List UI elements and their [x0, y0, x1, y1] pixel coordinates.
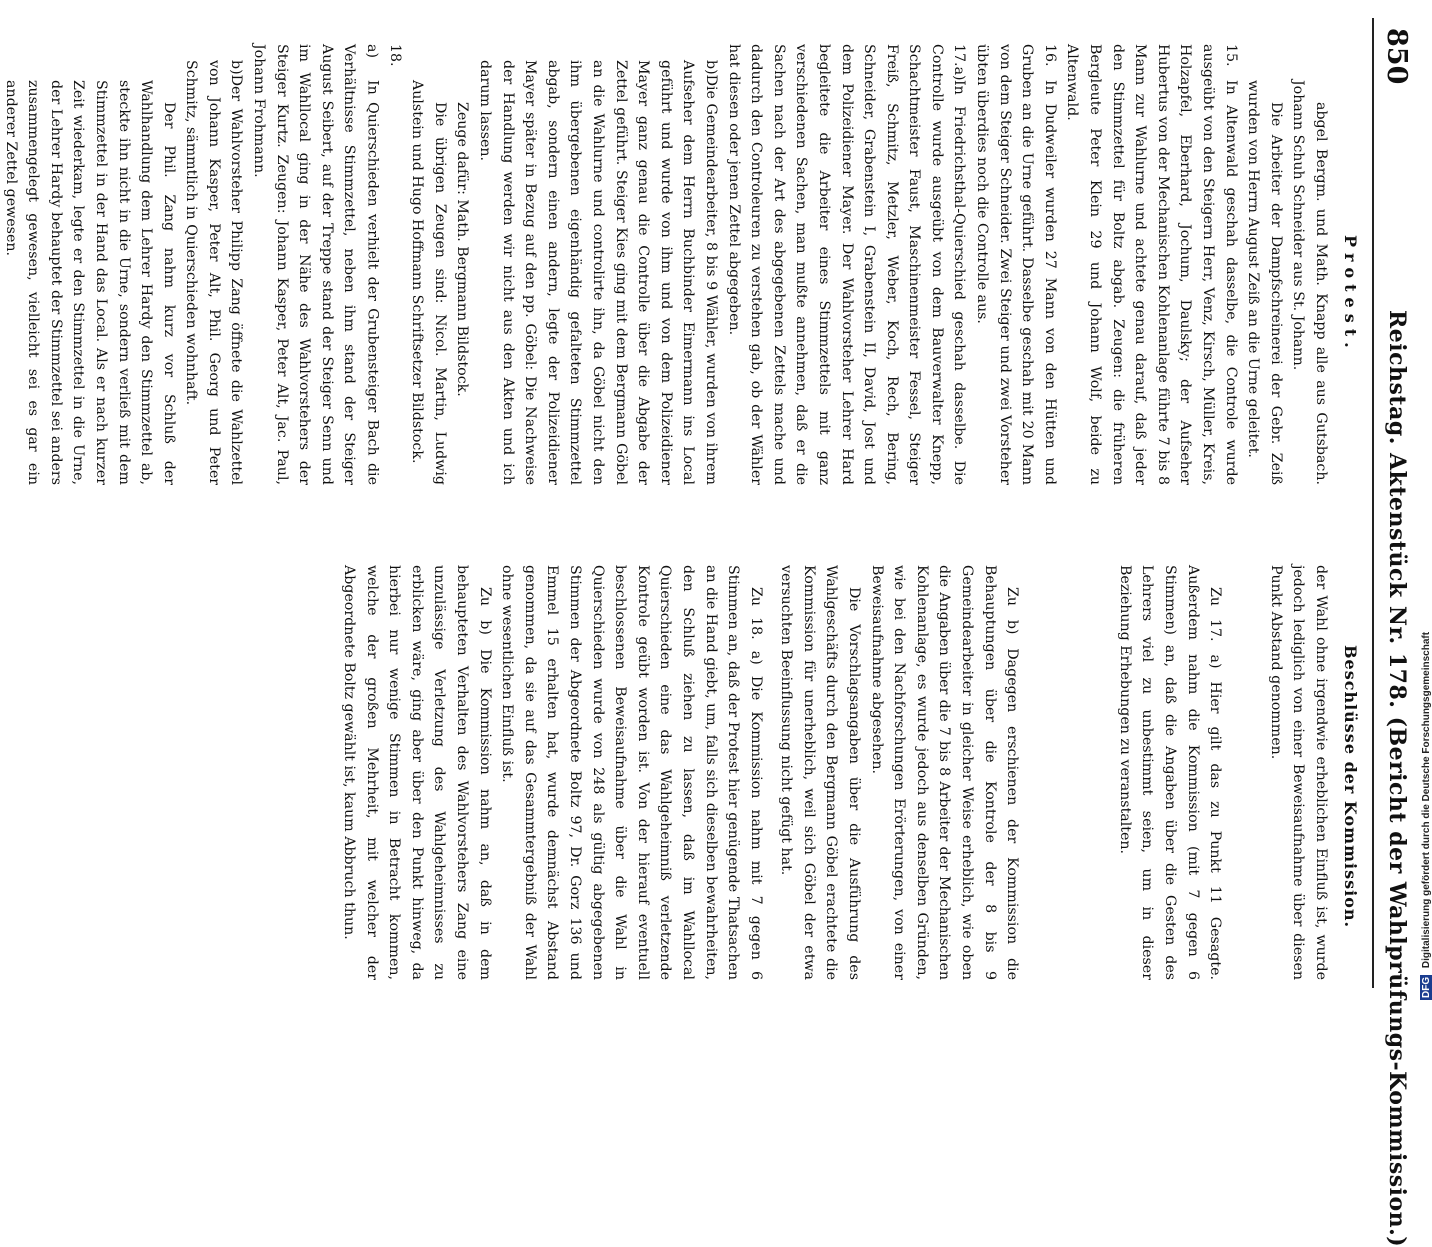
protest-paragraph — [0, 80, 180, 485]
paragraph-number: 17.a) — [951, 44, 968, 81]
paragraph-number: 16. — [1041, 44, 1058, 67]
paragraph-number: 18. a) — [364, 44, 403, 67]
decision-paragraph: Zu b) Die Kommission nahm an, daß in dem behaupteten Verhalten des Wahlvorstehers Zang eine unzulässige Verletzung des Wahlgeheimnisses zu erblicken wäre, ging aber über den Punkt hinweg, da hierbei nur wenige Stimmen in Betracht kommen, welche der großen Mehrheit, mit welcher der Abgeordnete Boltz gewählt ist, kaum Abbruch thun. — [341, 565, 493, 980]
paragraph-number: 15. — [1222, 44, 1239, 67]
protest-paragraph — [971, 44, 1061, 485]
paragraph-text: In Quierschieden verhielt der Grubensteiger Bach die Verhältnisse Stimmzettel, neben ihm stand der Steiger August Seibert, auf der Treppe stand der Steiger Senn und im Wahllocal ging in der Nähe des Wahlvorstehers der Steiger Kurtz. Zeugen: Johann Kasper, Peter Alt, Jac. Paul, Johann Frohmann. — [251, 44, 381, 485]
protest-paragraph — [1287, 80, 1332, 485]
paragraph-text: Der Wahlvorsteher Philipp Zang öffnete die Wahlzettel von Johann Kasper, Peter Alt, Phil. Georg und Peter Schmitz, sämmtlich in Quierschieden wohnhaft. — [183, 60, 245, 485]
dfg-logo: DFG — [1421, 976, 1432, 998]
header-rule — [1372, 18, 1374, 988]
digitization-credit — [1420, 400, 1432, 1000]
protest-paragraph — [248, 44, 406, 485]
paragraph-number: b) — [702, 60, 719, 75]
protest-paragraph — [1061, 44, 1242, 485]
protest-paragraph — [1242, 80, 1287, 485]
right-text-column — [337, 565, 1332, 980]
paragraph-text: In Altenwald geschah dasselbe, die Controle wurde ausgeübt von den Steigern Herr, Venz, Kirsch, Müller, Kreis, Holzapfel, Eberhard, Jochum, Daulsky; der Aufseher Hubertus von der Mechanischen Kohlenanlage führte 7 bis 8 Mann zur Wahlurne und achtete genau darauf, daß jeder den Stimmzettel für Boltz abgab. Zeugen: die früheren Bergleute Peter Klein 29 und Johann Wolf, beide zu Altenwald. — [1064, 44, 1239, 485]
page-number: 850 — [1381, 28, 1412, 85]
decision-paragraph: Die Vorschlagsangaben über die Ausführung des Wahlgeschäfts durch den Bergmann Göbel erachtete die Kommission für unerheblich, weil sich Göbel der etwa versuchten Beeinflussung nicht gefügt hat. — [778, 565, 863, 980]
decision-paragraph: Zu b) Dagegen erschienen der Kommission die Behauptungen über die Kontrole der 8 bis 9 Gemeindearbeiter in gleicher Weise erheblich, wie oben die Angaben über die 7 bis 8 Arbeiter der Mechanischen Kohlenanlage, es wurde jedoch aus denselben Gründen, wie bei den Nachforschungen Erörterungen, von einer Beweisaufnahme abgesehen. — [868, 565, 1021, 980]
protest-paragraph — [473, 60, 722, 485]
paragraph-number: b) — [228, 60, 245, 75]
decision-paragraph: Zu 18. a) Die Kommission nahm mit 7 gegen 6 Stimmen an, daß der Protest hier genügende Thatsachen an die Hand giebt, um, falls sich dieselben bewahrheiten, den Schluß ziehen zu lassen, daß im Wahllocal Quierschieden eine das Wahlgeheimniß verletzende Kontrole geübt worden ist. Von der hierauf eventuell beschlossenen Beweisaufnahme über die Wahl in Quierschieden wurde von 248 als gültig abgegebenen Stimmen der Abgeordnete Boltz 97, Dr. Gorz 136 und Emmel 15 erhalten hat, wurde demnächst Abstand genommen, da sie auf das Gesammtergebniß der Wahl ohne wesentlichen Einfluß ist. — [499, 565, 764, 980]
section-heading-protest: Protest. — [1341, 235, 1360, 354]
paragraph-text: abgel Bergm. und Math. Knapp alle aus Gutsbach. Johann Schuh Schneider aus St. Johann. — [1290, 80, 1329, 485]
page-corner-mark — [0, 990, 18, 1000]
credit-text: Digitalisierung gefördert durch die Deutsche Forschungsgemeinschaft — [1421, 631, 1432, 969]
decision-paragraph: der Wahl ohne irgendwie erheblichen Einfluß ist, wurde jedoch lediglich von einer Beweisaufnahme über diesen Punkt Abstand genommen. — [1267, 565, 1329, 980]
protest-paragraph — [406, 80, 451, 485]
protest-paragraph — [180, 60, 248, 485]
paragraph-text: Die Gemeindearbeiter, 8 bis 9 Wähler, wurden von ihrem Aufseher dem Herrn Buchbinder Eimermann ins Local geführt und wurde von ihm und von dem Polizeidiener Mayer ganz genau die Controlle über die Abgabe der Zettel geführt. Steiger Kies ging mit dem Bergmann Göbel an die Wahlurne und controlirte ihn, da Göbel nicht den ihm übergebenen eigenhändig gefalteten Stimmzettel abgab, sondern einen andern, legte der Polizeidiener Mayer später in Bezug auf den pp. Göbel: Die Nachweise der Handlung werden wir nicht aus den Akten und ich darum lassen. — [477, 60, 719, 485]
decision-paragraph: Zu 17. a) Hier gilt das zu Punkt 11 Gesagte. Außerdem nahm die Kommission (mit 7 gegen 6 Stimmen) an, daß die Angaben über die Gesten des Lehrers viel zu unbestimmt seien, um in dieser Beziehung Erhebungen zu veranstalten. — [1116, 565, 1224, 980]
left-text-column — [0, 44, 1332, 485]
protest-paragraph — [722, 44, 971, 485]
paragraph-text: In Dudweiler wurden 27 Mann von den Hütten und Gruben an die Urne geführt. Dasselbe geschah mit 20 Mann von dem Steiger Schneider. Zwei Steiger und zwei Vorsteher übten überdies noch die Controlle aus. — [974, 44, 1058, 485]
section-heading-beschluesse: Beschlüsse der Kommission. — [1341, 645, 1360, 929]
paragraph-text: Die übrigen Zeugen sind: Nicol. Martin, Ludwig Aulstein und Hugo Hoffmann Schriftsetzer Bildstock. — [409, 80, 448, 485]
paragraph-text: Die Arbeiter der Dampfschreinerei der Gebr. Zeiß wurden von Herrn August Zeiß an die Urne geleitet. — [1245, 80, 1284, 485]
paragraph-text: Der Phil. Zang nahm kurz vor Schluß der Wahlhandlung dem Lehrer Hardy den Stimmzettel ab, steckte ihn nicht in die Urne, sondern verließ mit dem Stimmzettel in der Hand das Local. Als er nach kurzer Zeit wiederkam, legte er den Stimmzettel in die Urne, der Lehrer Hardy behauptet der Stimmzettel sei anders zusammengelegt gewesen, vielleicht sei es gar ein anderer Zettel gewesen. — [2, 80, 177, 485]
running-title: Reichstag. Aktenstück Nr. 178. (Bericht der Wahlprüfungs-Kommission.) — [1384, 310, 1410, 1247]
paragraph-text: In Friedrichsthal-Quierschied geschah dasselbe. Die Controlle wurde ausgeübt von dem Bauverwalter Knepp, Schachtmeister Faust, Maschinenmeister Fessel, Steiger Freiß, Schmitz, Metzler, Weber, Koch, Rech, Bering, Schneider, Grabenstein I, Grabenstein II, David, Jost und dem Polizeidiener Mayer. Der Wahlvorsteher Lehrer Hard begleitete die Arbeiter eines Stimmzettels mit ganz verschiedenen Sachen, man mußte annehmen, daß er die Sachen nach der Art des abgegebenen Zettels mache und dadurch den Controleuren zu verstehen gab, ob der Wähler hat diesen oder jenen Zettel abgegeben. — [725, 44, 968, 485]
paragraph-text: Zeuge dafür: Math. Bergmann Bildstock. — [454, 102, 471, 397]
protest-paragraph — [451, 80, 474, 485]
